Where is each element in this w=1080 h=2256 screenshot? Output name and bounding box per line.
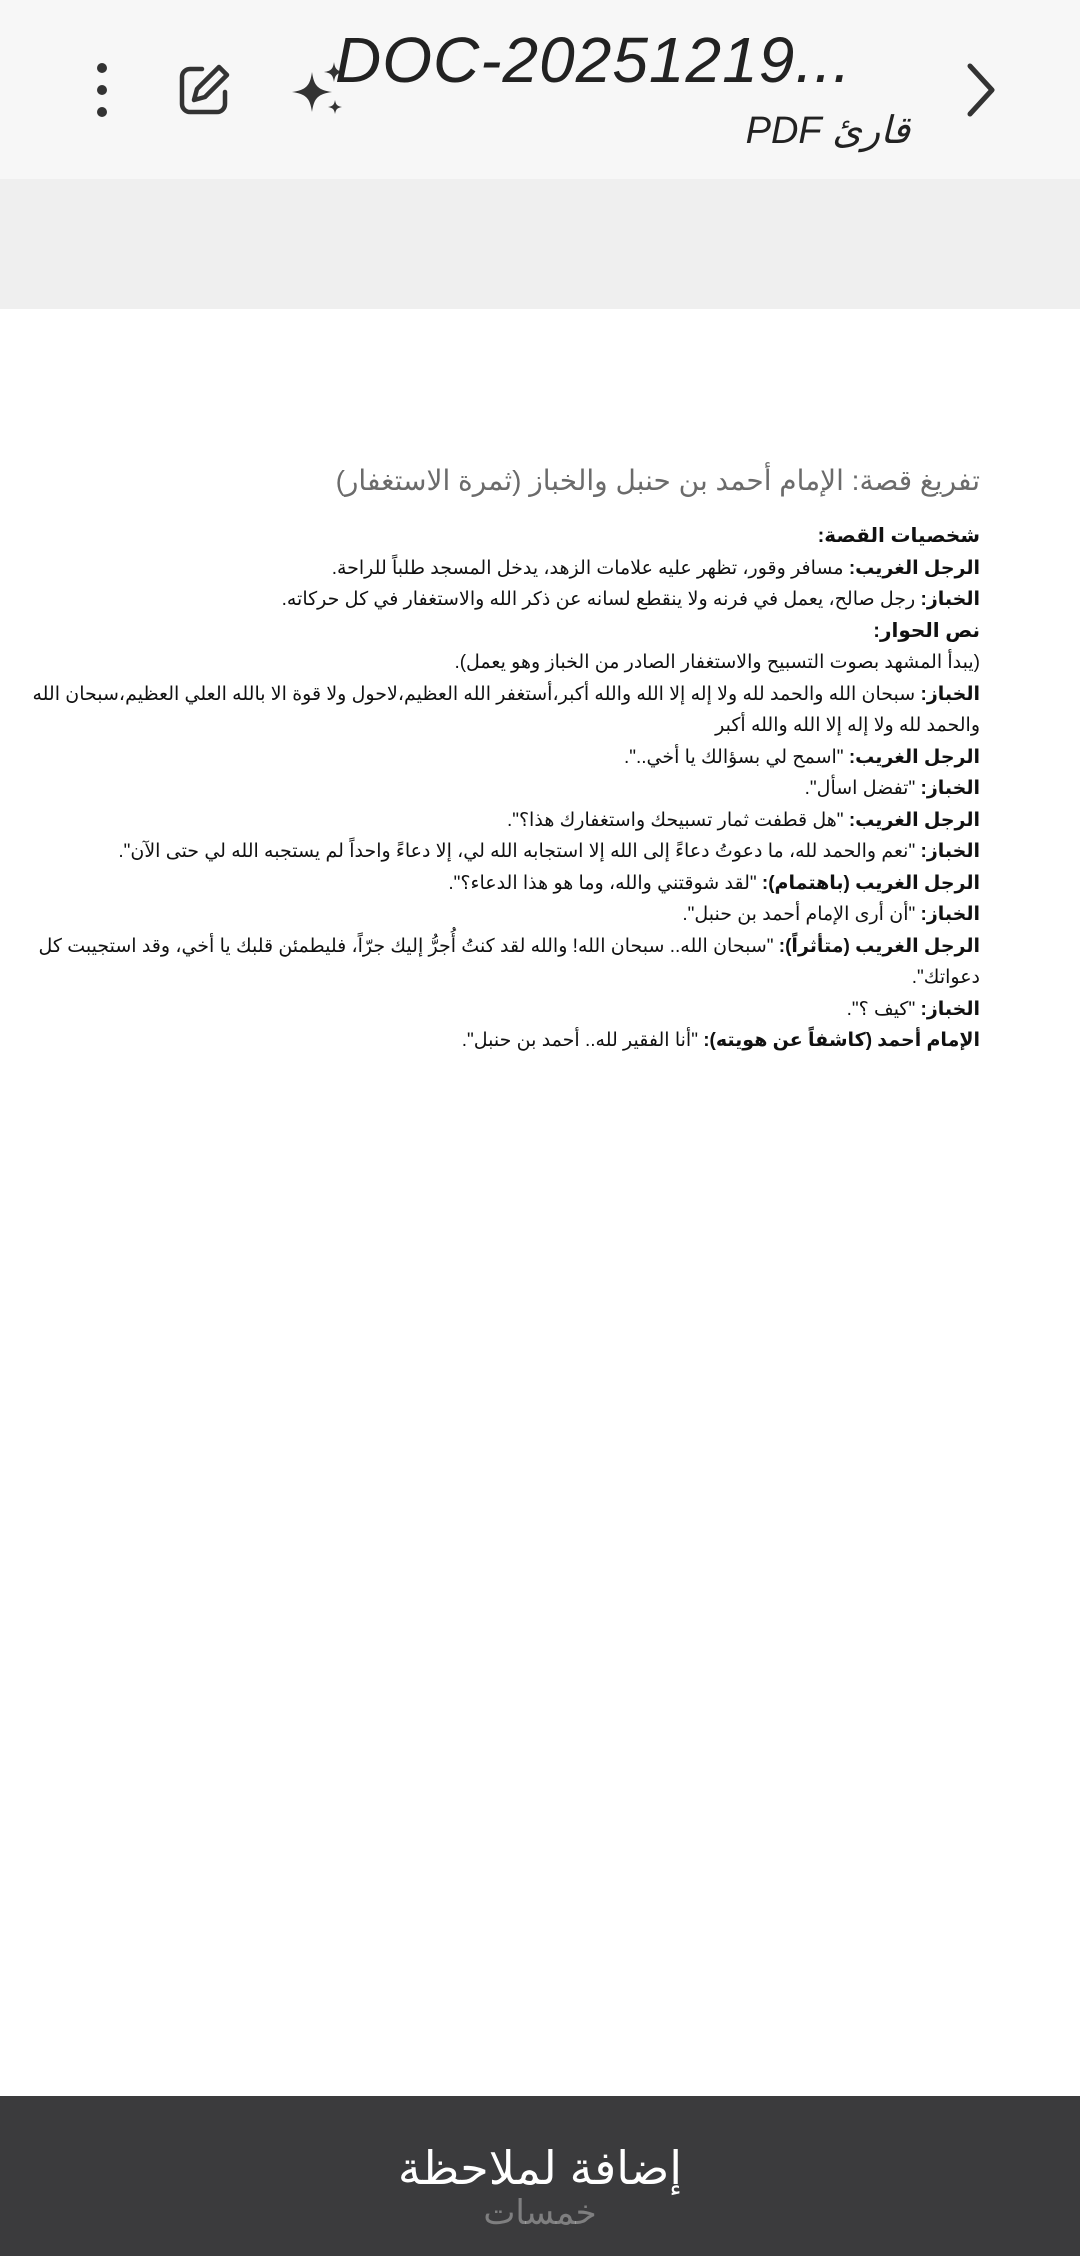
speaker-name: الخباز: (920, 683, 980, 705)
dialogue-text: "أنا الفقير لله.. أحمد بن حنبل". (461, 1030, 704, 1051)
characters-heading: شخصيات القصة: (817, 525, 980, 547)
speaker-name: الرجل الغريب: (848, 809, 980, 831)
dialogue-line (20, 1025, 980, 1057)
speaker-name: الخباز: (920, 778, 980, 799)
dialogue-line (20, 868, 980, 900)
dialogue-line (20, 899, 980, 931)
app-subtitle: قارئ PDF (745, 110, 910, 152)
dialogue-line (20, 773, 980, 805)
more-vert-icon (92, 60, 112, 120)
document-content (20, 461, 980, 1057)
toolbar-band (0, 179, 1080, 309)
speaker-name: الرجل الغريب: (848, 746, 980, 768)
dialogue-text: "هل قطفت ثمار تسبيحك واستغفارك هذا؟". (506, 809, 849, 831)
dialogue-heading: نص الحوار: (873, 619, 980, 642)
add-to-note-label: إضافة لملاحظة (397, 2142, 683, 2194)
dialogue-text: "نعم والحمد لله، ما دعوتُ دعاءً إلى الله إلا استجابه الله لي، إلا دعاءً واحداً لم يستجبه الله لي حتى الآن". (118, 841, 921, 862)
dialogue-text: سبحان الله والحمد لله ولا إله إلا الله والله أكبر،أستغفر الله العظيم،لاحول ولا قوة الا بالله العلي العظيم،سبحان الله والحمد لله ولا إله إلا الله والله أكبر (32, 683, 980, 736)
speaker-name: الخباز: (920, 841, 980, 862)
back-chevron-icon (962, 60, 998, 120)
dialogue-text: "لقد شوقتني والله، وما هو هذا الدعاء؟". (448, 872, 762, 894)
dialogue-line (20, 742, 980, 774)
back-button[interactable] (950, 54, 1010, 126)
dialogue-line (20, 836, 980, 868)
app-bar (0, 0, 1080, 179)
character-name: الخباز: (920, 589, 980, 610)
dialogue-line (20, 994, 980, 1026)
dialogue-line (20, 805, 980, 837)
dialogue-text: "تفضل اسأل". (804, 778, 921, 799)
character-line (20, 584, 980, 616)
character-description: مسافر وقور، تظهر عليه علامات الزهد، يدخل المسجد طلباً للراحة. (331, 557, 849, 579)
dialogue-line (20, 931, 980, 994)
character-name: الرجل الغريب: (848, 557, 980, 579)
dialogue-text: "كيف ؟". (846, 998, 921, 1020)
speaker-name: الخباز: (920, 998, 980, 1020)
dialogue-text: "اسمح لي بسؤالك يا أخي..". (623, 746, 849, 768)
story-title: تفريغ قصة: الإمام أحمد بن حنبل والخباز (ثمرة الاستغفار) (335, 465, 980, 496)
speaker-name: الرجل الغريب (باهتمام): (761, 872, 980, 894)
character-description: رجل صالح، يعمل في فرنه ولا ينقطع لسانه عن ذكر الله والاستغفار في كل حركاته. (281, 589, 921, 610)
dialogue-text: "أن أرى الإمام أحمد بن حنبل". (682, 904, 921, 925)
scene-note: (يبدأ المشهد بصوت التسبيح والاستغفار الصادر من الخباز وهو يعمل). (454, 652, 980, 673)
speaker-name: الخباز: (920, 904, 980, 925)
dialogue-text: "سبحان الله.. سبحان الله! والله لقد كنتُ أُجرُّ إليك جرّاً، فليطمئن قلبك يا أخي، وقد استجيبت كل دعواتك". (38, 935, 980, 988)
speaker-name: الرجل الغريب (متأثراً): (778, 935, 980, 957)
character-line (20, 553, 980, 585)
edit-button[interactable] (168, 54, 240, 126)
speaker-name: الإمام أحمد (كاشفاً عن هويته): (703, 1030, 980, 1051)
dialogue-line (20, 679, 980, 742)
pdf-page[interactable] (0, 309, 1080, 2096)
add-to-note-button[interactable] (0, 2096, 1080, 2256)
edit-icon (175, 61, 233, 119)
more-options-button[interactable] (72, 54, 132, 126)
document-title: DOC-20251219... (335, 24, 852, 96)
watermark: خمسات (483, 2194, 597, 2232)
